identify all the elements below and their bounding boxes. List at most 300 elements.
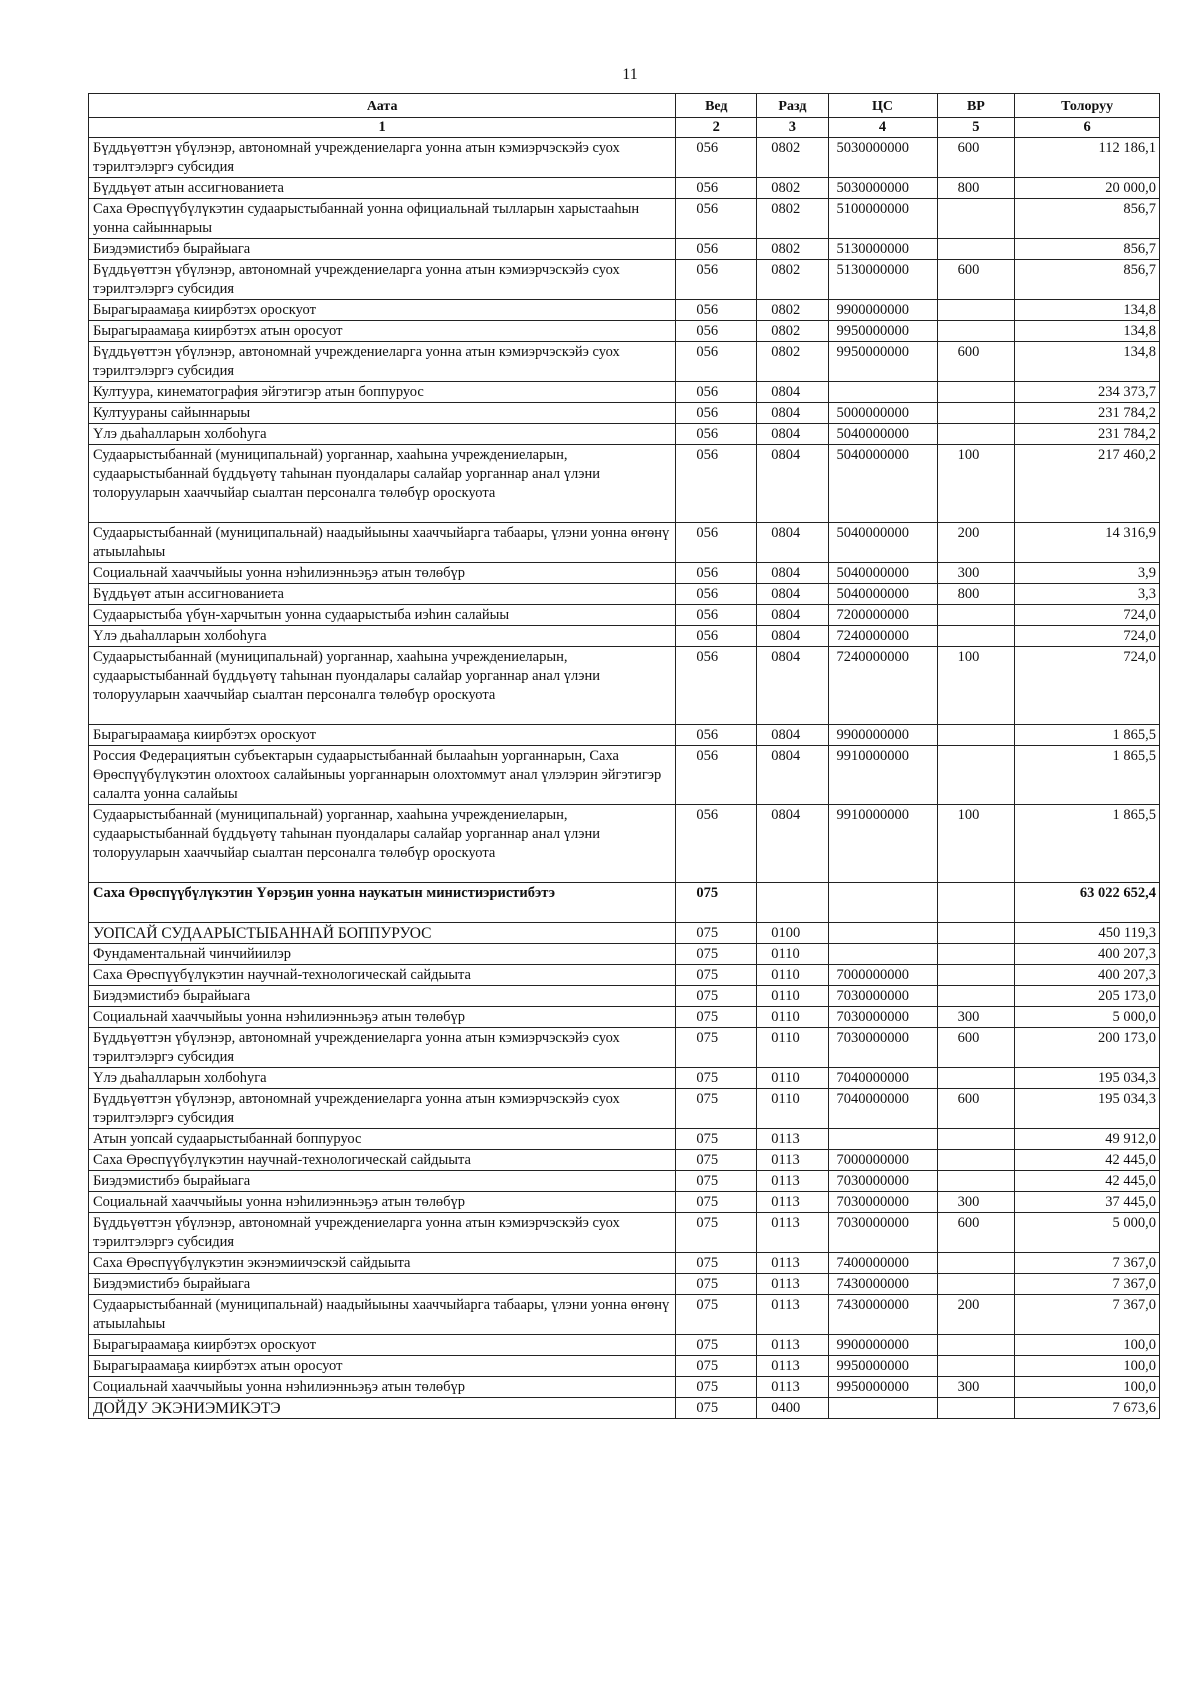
cell-sum: 37 445,0	[1015, 1192, 1160, 1213]
cell-name: Фундаментальнай чинчийиилэр	[89, 944, 676, 965]
cell-cs: 9950000000	[828, 1356, 937, 1377]
table-row	[89, 626, 1160, 647]
cell-cs: 7030000000	[828, 1213, 937, 1253]
cell-vr: 300	[937, 1192, 1015, 1213]
cell-ved: 056	[676, 382, 757, 403]
cell-name: Судаарыстыбаннай (муниципальнай) уорганнар, хааһына учреждениеларын, судаарыстыбаннай бүддьүөтү таһынан пуондалары салайар уорганнар анал үлэни толорууларын хааччыйар сыалтан персоналга төлөбүр ороскуота	[89, 445, 676, 523]
table-row	[89, 1089, 1160, 1129]
cell-cs	[828, 923, 937, 944]
cell-sum: 200 173,0	[1015, 1028, 1160, 1068]
cell-ved: 075	[676, 1213, 757, 1253]
cell-cs: 5040000000	[828, 424, 937, 445]
cell-ved: 056	[676, 584, 757, 605]
cell-vr: 600	[937, 342, 1015, 382]
cell-vr	[937, 403, 1015, 424]
cell-name: Судаарыстыбаннай (муниципальнай) уорганнар, хааһына учреждениеларын, судаарыстыбаннай бүддьүөтү таһынан пуондалары салайар уорганнар анал үлэни толорууларын хааччыйар сыалтан персоналга төлөбүр ороскуота	[89, 805, 676, 883]
cell-sum: 1 865,5	[1015, 746, 1160, 805]
cell-ved: 056	[676, 260, 757, 300]
cell-razd: 0804	[757, 647, 828, 725]
cell-razd: 0110	[757, 1028, 828, 1068]
cell-cs: 7030000000	[828, 1028, 937, 1068]
header-name: Аата	[89, 94, 676, 118]
table-row	[89, 300, 1160, 321]
cell-sum: 49 912,0	[1015, 1129, 1160, 1150]
cell-sum: 856,7	[1015, 260, 1160, 300]
cell-name: Култуура, кинематография эйгэтигэр атын боппуруос	[89, 382, 676, 403]
cell-sum: 134,8	[1015, 342, 1160, 382]
cell-cs: 9910000000	[828, 746, 937, 805]
cell-razd: 0802	[757, 178, 828, 199]
cell-vr: 100	[937, 647, 1015, 725]
cell-cs	[828, 883, 937, 923]
cell-cs	[828, 1129, 937, 1150]
cell-cs	[828, 1398, 937, 1419]
budget-table	[88, 93, 1160, 1419]
cell-name: Атын уопсай судаарыстыбаннай боппуруос	[89, 1129, 676, 1150]
column-index: 6	[1015, 118, 1160, 138]
cell-vr	[937, 605, 1015, 626]
cell-ved: 075	[676, 1377, 757, 1398]
cell-sum: 5 000,0	[1015, 1007, 1160, 1028]
cell-razd: 0113	[757, 1356, 828, 1377]
cell-razd: 0804	[757, 626, 828, 647]
cell-vr	[937, 944, 1015, 965]
cell-sum: 100,0	[1015, 1377, 1160, 1398]
cell-razd: 0802	[757, 342, 828, 382]
cell-name: Судаарыстыбаннай (муниципальнай) наадыйыыны хааччыйарга табаары, үлэни уонна өҥөнү атыылаһыы	[89, 523, 676, 563]
table-row	[89, 1068, 1160, 1089]
cell-ved: 056	[676, 199, 757, 239]
cell-cs: 7430000000	[828, 1274, 937, 1295]
cell-sum: 195 034,3	[1015, 1089, 1160, 1129]
table-row	[89, 986, 1160, 1007]
cell-cs: 5040000000	[828, 523, 937, 563]
cell-razd: 0113	[757, 1150, 828, 1171]
cell-name: ДОЙДУ ЭКЭНИЭМИКЭТЭ	[89, 1398, 676, 1419]
cell-ved: 075	[676, 1150, 757, 1171]
cell-cs: 7240000000	[828, 626, 937, 647]
cell-ved: 056	[676, 563, 757, 584]
cell-name: Бырагыраамаҕа киирбэтэх атын оросуот	[89, 1356, 676, 1377]
cell-sum: 14 316,9	[1015, 523, 1160, 563]
cell-cs: 7000000000	[828, 1150, 937, 1171]
cell-cs: 5000000000	[828, 403, 937, 424]
cell-razd: 0113	[757, 1192, 828, 1213]
cell-ved: 075	[676, 1274, 757, 1295]
cell-vr: 300	[937, 1377, 1015, 1398]
table-row	[89, 1171, 1160, 1192]
cell-razd: 0113	[757, 1335, 828, 1356]
cell-cs: 7400000000	[828, 1253, 937, 1274]
cell-ved: 075	[676, 1335, 757, 1356]
cell-ved: 075	[676, 923, 757, 944]
cell-ved: 075	[676, 1129, 757, 1150]
table-row	[89, 1377, 1160, 1398]
cell-vr: 600	[937, 1089, 1015, 1129]
cell-sum: 5 000,0	[1015, 1213, 1160, 1253]
header-vr: ВР	[937, 94, 1015, 118]
cell-name: Бырагыраамаҕа киирбэтэх ороскуот	[89, 725, 676, 746]
cell-ved: 056	[676, 445, 757, 523]
table-row	[89, 1335, 1160, 1356]
cell-cs: 7030000000	[828, 1007, 937, 1028]
cell-ved: 056	[676, 725, 757, 746]
cell-razd: 0804	[757, 746, 828, 805]
table-row	[89, 1253, 1160, 1274]
column-index: 2	[676, 118, 757, 138]
header-cs: ЦС	[828, 94, 937, 118]
cell-vr: 300	[937, 563, 1015, 584]
cell-ved: 056	[676, 342, 757, 382]
cell-name: Бүддьүөттэн үбүлэнэр, автономнай учреждениеларга уонна атын кэмиэрчэскэйэ суох тэрилтэлэргэ субсидия	[89, 1028, 676, 1068]
cell-sum: 1 865,5	[1015, 805, 1160, 883]
table-row	[89, 260, 1160, 300]
page-number: 11	[622, 66, 638, 83]
cell-razd: 0804	[757, 605, 828, 626]
cell-razd: 0804	[757, 805, 828, 883]
cell-name: Судаарыстыбаннай (муниципальнай) наадыйыыны хааччыйарга табаары, үлэни уонна өҥөнү атыылаһыы	[89, 1295, 676, 1335]
cell-cs: 9950000000	[828, 342, 937, 382]
cell-razd: 0113	[757, 1253, 828, 1274]
cell-sum: 724,0	[1015, 647, 1160, 725]
cell-cs: 7030000000	[828, 986, 937, 1007]
cell-name: Үлэ дьаһалларын холбоһуга	[89, 1068, 676, 1089]
cell-vr	[937, 1253, 1015, 1274]
cell-name: Социальнай хааччыйыы уонна нэһилиэнньэҕэ атын төлөбүр	[89, 1377, 676, 1398]
table-row	[89, 342, 1160, 382]
cell-name: Социальнай хааччыйыы уонна нэһилиэнньэҕэ атын төлөбүр	[89, 1007, 676, 1028]
cell-vr	[937, 1129, 1015, 1150]
cell-sum: 7 367,0	[1015, 1253, 1160, 1274]
cell-cs: 7040000000	[828, 1068, 937, 1089]
cell-sum: 195 034,3	[1015, 1068, 1160, 1089]
cell-name: Социальнай хааччыйыы уонна нэһилиэнньэҕэ атын төлөбүр	[89, 563, 676, 584]
cell-cs: 5030000000	[828, 138, 937, 178]
cell-vr	[937, 626, 1015, 647]
table-row	[89, 944, 1160, 965]
cell-vr: 200	[937, 523, 1015, 563]
cell-cs	[828, 944, 937, 965]
cell-name: Саха Өрөспүүбүлүкэтин судаарыстыбаннай уонна официальнай тылларын харыстааһын уонна сайыннарыы	[89, 199, 676, 239]
cell-sum: 1 865,5	[1015, 725, 1160, 746]
cell-name: Бүддьүөт атын ассигнованиета	[89, 178, 676, 199]
cell-name: Саха Өрөспүүбүлүкэтин научнай-технологическай сайдыыта	[89, 1150, 676, 1171]
cell-ved: 056	[676, 321, 757, 342]
table-row	[89, 1192, 1160, 1213]
cell-name: Бүддьүөттэн үбүлэнэр, автономнай учреждениеларга уонна атын кэмиэрчэскэйэ суох тэрилтэлэргэ субсидия	[89, 1213, 676, 1253]
cell-razd: 0113	[757, 1213, 828, 1253]
cell-name: Биэдэмистибэ бырайыага	[89, 239, 676, 260]
cell-razd: 0110	[757, 1089, 828, 1129]
cell-cs: 5040000000	[828, 445, 937, 523]
cell-sum: 3,3	[1015, 584, 1160, 605]
cell-name: Бырагыраамаҕа киирбэтэх ороскуот	[89, 1335, 676, 1356]
cell-name: Саха Өрөспүүбүлүкэтин научнай-технологическай сайдыыта	[89, 965, 676, 986]
cell-sum: 400 207,3	[1015, 944, 1160, 965]
cell-ved: 075	[676, 1295, 757, 1335]
cell-sum: 134,8	[1015, 321, 1160, 342]
cell-vr	[937, 321, 1015, 342]
cell-ved: 075	[676, 1253, 757, 1274]
cell-razd: 0113	[757, 1274, 828, 1295]
cell-razd: 0113	[757, 1377, 828, 1398]
cell-cs: 9910000000	[828, 805, 937, 883]
cell-ved: 075	[676, 986, 757, 1007]
cell-name: Биэдэмистибэ бырайыага	[89, 1171, 676, 1192]
table-row	[89, 605, 1160, 626]
cell-name: Бүддьүөттэн үбүлэнэр, автономнай учреждениеларга уонна атын кэмиэрчэскэйэ суох тэрилтэлэргэ субсидия	[89, 1089, 676, 1129]
cell-cs: 5040000000	[828, 563, 937, 584]
cell-vr	[937, 746, 1015, 805]
cell-ved: 075	[676, 1089, 757, 1129]
cell-razd: 0804	[757, 445, 828, 523]
header-sum: Толоруу	[1015, 94, 1160, 118]
cell-sum: 7 673,6	[1015, 1398, 1160, 1419]
cell-name: Бүддьүөт атын ассигнованиета	[89, 584, 676, 605]
cell-ved: 056	[676, 403, 757, 424]
cell-ved: 056	[676, 605, 757, 626]
cell-vr	[937, 424, 1015, 445]
column-index: 1	[89, 118, 676, 138]
cell-cs: 7030000000	[828, 1171, 937, 1192]
cell-vr	[937, 965, 1015, 986]
table-row	[89, 239, 1160, 260]
cell-vr: 800	[937, 584, 1015, 605]
cell-razd: 0804	[757, 523, 828, 563]
cell-vr	[937, 1150, 1015, 1171]
cell-cs: 9900000000	[828, 300, 937, 321]
cell-cs: 5100000000	[828, 199, 937, 239]
cell-ved: 056	[676, 138, 757, 178]
table-row	[89, 746, 1160, 805]
cell-vr: 300	[937, 1007, 1015, 1028]
table-row	[89, 445, 1160, 523]
cell-razd: 0110	[757, 1007, 828, 1028]
cell-sum: 231 784,2	[1015, 403, 1160, 424]
cell-name: Судаарыстыбаннай (муниципальнай) уорганнар, хааһына учреждениеларын, судаарыстыбаннай бүддьүөтү таһынан пуондалары салайар уорганнар анал үлэни толорууларын хааччыйар сыалтан персоналга төлөбүр ороскуота	[89, 647, 676, 725]
cell-sum: 231 784,2	[1015, 424, 1160, 445]
cell-ved: 056	[676, 746, 757, 805]
table-row	[89, 1150, 1160, 1171]
cell-ved: 056	[676, 239, 757, 260]
cell-vr	[937, 382, 1015, 403]
cell-cs: 5030000000	[828, 178, 937, 199]
table-row	[89, 1295, 1160, 1335]
cell-sum: 7 367,0	[1015, 1295, 1160, 1335]
cell-vr	[937, 725, 1015, 746]
cell-razd: 0804	[757, 382, 828, 403]
cell-name: Үлэ дьаһалларын холбоһуга	[89, 626, 676, 647]
cell-cs: 5130000000	[828, 239, 937, 260]
cell-cs: 5040000000	[828, 584, 937, 605]
cell-vr	[937, 1274, 1015, 1295]
cell-sum: 100,0	[1015, 1356, 1160, 1377]
cell-cs: 7200000000	[828, 605, 937, 626]
cell-razd: 0113	[757, 1171, 828, 1192]
table-row	[89, 1213, 1160, 1253]
cell-vr	[937, 883, 1015, 923]
cell-razd: 0110	[757, 1068, 828, 1089]
cell-ved: 075	[676, 1028, 757, 1068]
cell-vr	[937, 199, 1015, 239]
table-row	[89, 424, 1160, 445]
table-row	[89, 563, 1160, 584]
table-row	[89, 321, 1160, 342]
cell-sum: 100,0	[1015, 1335, 1160, 1356]
cell-name: Саха Өрөспүүбүлүкэтин экэнэмиичэскэй сайдыыта	[89, 1253, 676, 1274]
cell-razd: 0802	[757, 138, 828, 178]
cell-sum: 450 119,3	[1015, 923, 1160, 944]
cell-vr: 100	[937, 445, 1015, 523]
table-row	[89, 1274, 1160, 1295]
cell-sum: 234 373,7	[1015, 382, 1160, 403]
cell-cs	[828, 382, 937, 403]
cell-name: Социальнай хааччыйыы уонна нэһилиэнньэҕэ атын төлөбүр	[89, 1192, 676, 1213]
cell-razd: 0802	[757, 260, 828, 300]
column-index: 3	[757, 118, 828, 138]
cell-cs: 7240000000	[828, 647, 937, 725]
cell-cs: 7000000000	[828, 965, 937, 986]
column-index-row	[89, 118, 1160, 138]
table-row	[89, 523, 1160, 563]
cell-sum: 724,0	[1015, 626, 1160, 647]
table-row	[89, 584, 1160, 605]
cell-name: Биэдэмистибэ бырайыага	[89, 1274, 676, 1295]
cell-name: Саха Өрөспүүбүлүкэтин Үөрэҕин уонна наукатын министиэристибэтэ	[89, 883, 676, 923]
cell-vr	[937, 239, 1015, 260]
cell-vr	[937, 1335, 1015, 1356]
cell-sum: 7 367,0	[1015, 1274, 1160, 1295]
header-ved: Вед	[676, 94, 757, 118]
cell-razd: 0802	[757, 321, 828, 342]
cell-sum: 134,8	[1015, 300, 1160, 321]
cell-razd	[757, 883, 828, 923]
cell-sum: 20 000,0	[1015, 178, 1160, 199]
header-row	[89, 94, 1160, 118]
cell-name: Култуураны сайыннарыы	[89, 403, 676, 424]
cell-ved: 056	[676, 178, 757, 199]
cell-razd: 0804	[757, 584, 828, 605]
cell-vr: 100	[937, 805, 1015, 883]
cell-razd: 0110	[757, 986, 828, 1007]
header-razd: Разд	[757, 94, 828, 118]
cell-ved: 056	[676, 805, 757, 883]
cell-sum: 3,9	[1015, 563, 1160, 584]
cell-name: Биэдэмистибэ бырайыага	[89, 986, 676, 1007]
cell-name: Үлэ дьаһалларын холбоһуга	[89, 424, 676, 445]
cell-vr	[937, 1068, 1015, 1089]
cell-vr	[937, 1171, 1015, 1192]
column-index: 4	[828, 118, 937, 138]
cell-ved: 075	[676, 1007, 757, 1028]
cell-ved: 075	[676, 883, 757, 923]
cell-razd: 0100	[757, 923, 828, 944]
table-row	[89, 1028, 1160, 1068]
cell-name: Россия Федерациятын субъектарын судаарыстыбаннай былааһын уорганнарын, Саха Өрөспүүбүлүкэтин олохтоох салайыныы уорганнарын олохтоммут анал үлэлэрин эйгэтигэр салалта уонна салайыы	[89, 746, 676, 805]
table-row	[89, 1356, 1160, 1377]
table-row	[89, 1398, 1160, 1419]
table-row	[89, 382, 1160, 403]
cell-ved: 056	[676, 647, 757, 725]
cell-name: Бүддьүөттэн үбүлэнэр, автономнай учреждениеларга уонна атын кэмиэрчэскэйэ суох тэрилтэлэргэ субсидия	[89, 138, 676, 178]
cell-sum: 856,7	[1015, 199, 1160, 239]
cell-name: Бүддьүөттэн үбүлэнэр, автономнай учреждениеларга уонна атын кэмиэрчэскэйэ суох тэрилтэлэргэ субсидия	[89, 342, 676, 382]
cell-razd: 0400	[757, 1398, 828, 1419]
cell-ved: 075	[676, 1356, 757, 1377]
table-row	[89, 647, 1160, 725]
cell-cs: 9900000000	[828, 1335, 937, 1356]
cell-name: Бырагыраамаҕа киирбэтэх атын оросуот	[89, 321, 676, 342]
cell-ved: 075	[676, 1398, 757, 1419]
table-row	[89, 178, 1160, 199]
table-row	[89, 1129, 1160, 1150]
cell-cs: 7040000000	[828, 1089, 937, 1129]
cell-vr	[937, 986, 1015, 1007]
cell-name: Бырагыраамаҕа киирбэтэх ороскуот	[89, 300, 676, 321]
cell-razd: 0804	[757, 403, 828, 424]
cell-vr	[937, 1356, 1015, 1377]
cell-name: Судаарыстыба үбүн-харчытын уонна судаарыстыба иэһин салайыы	[89, 605, 676, 626]
cell-razd: 0802	[757, 239, 828, 260]
cell-vr: 800	[937, 178, 1015, 199]
cell-vr	[937, 300, 1015, 321]
cell-razd: 0802	[757, 300, 828, 321]
cell-ved: 075	[676, 1192, 757, 1213]
table-row	[89, 883, 1160, 923]
cell-ved: 056	[676, 626, 757, 647]
cell-sum: 400 207,3	[1015, 965, 1160, 986]
cell-razd: 0110	[757, 944, 828, 965]
table-row	[89, 199, 1160, 239]
cell-sum: 205 173,0	[1015, 986, 1160, 1007]
cell-sum: 112 186,1	[1015, 138, 1160, 178]
cell-ved: 056	[676, 424, 757, 445]
cell-name: УОПСАЙ СУДААРЫСТЫБАННАЙ БОППУРУОС	[89, 923, 676, 944]
cell-ved: 075	[676, 944, 757, 965]
table-row	[89, 138, 1160, 178]
cell-sum: 42 445,0	[1015, 1171, 1160, 1192]
cell-cs: 9950000000	[828, 1377, 937, 1398]
cell-razd: 0113	[757, 1295, 828, 1335]
cell-vr	[937, 1398, 1015, 1419]
table-row	[89, 1007, 1160, 1028]
cell-vr: 200	[937, 1295, 1015, 1335]
cell-vr: 600	[937, 260, 1015, 300]
cell-ved: 075	[676, 1171, 757, 1192]
cell-sum: 724,0	[1015, 605, 1160, 626]
cell-sum: 856,7	[1015, 239, 1160, 260]
cell-vr	[937, 923, 1015, 944]
column-index: 5	[937, 118, 1015, 138]
cell-ved: 056	[676, 523, 757, 563]
cell-sum: 42 445,0	[1015, 1150, 1160, 1171]
cell-name: Бүддьүөттэн үбүлэнэр, автономнай учреждениеларга уонна атын кэмиэрчэскэйэ суох тэрилтэлэргэ субсидия	[89, 260, 676, 300]
cell-razd: 0110	[757, 965, 828, 986]
cell-sum: 63 022 652,4	[1015, 883, 1160, 923]
cell-cs: 5130000000	[828, 260, 937, 300]
cell-vr: 600	[937, 1028, 1015, 1068]
cell-cs: 9900000000	[828, 725, 937, 746]
table-row	[89, 403, 1160, 424]
table-row	[89, 805, 1160, 883]
cell-cs: 7030000000	[828, 1192, 937, 1213]
table-row	[89, 725, 1160, 746]
table-row	[89, 965, 1160, 986]
table-row	[89, 923, 1160, 944]
cell-razd: 0802	[757, 199, 828, 239]
cell-vr: 600	[937, 1213, 1015, 1253]
cell-razd: 0804	[757, 725, 828, 746]
